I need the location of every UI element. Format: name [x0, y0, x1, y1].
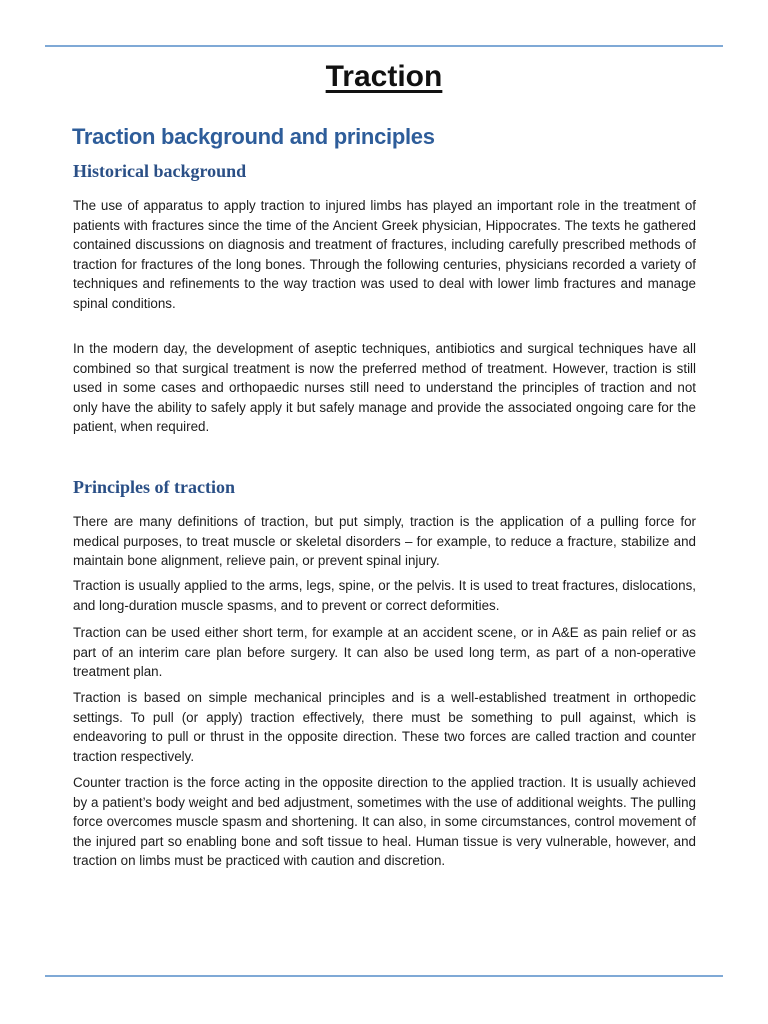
section-heading: Traction background and principles	[72, 124, 435, 149]
principles-paragraph-4: Traction is based on simple mechanical principles and is a well-established treatment in orthopedic settings. To pull (or apply) traction effectively, there must be something to pull against, which is endeavoring to pull or thrust in the opposite direction. These two forces are called traction and counter traction respectively.	[73, 690, 696, 764]
principles-paragraph-2: Traction is usually applied to the arms, legs, spine, or the pelvis. It is used to treat fractures, dislocations, and long-duration muscle spasms, and to prevent or correct deformities.	[73, 578, 696, 613]
principles-paragraph-1: There are many definitions of traction, but put simply, traction is the application of a pulling force for medical purposes, to treat muscle or skeletal disorders – for example, to reduce a fracture, stabilize and maintain bone alignment, relieve pain, or prevent spinal injury.	[73, 514, 696, 568]
historical-paragraph-2: In the modern day, the development of aseptic techniques, antibiotics and surgical techniques have all combined so that surgical treatment is now the preferred method of treatment. However, traction is still used in some cases and orthopaedic nurses still need to understand the principles of traction and not only have the ability to safely apply it but safely manage and provide the associated ongoing care for the patient, when required.	[73, 341, 696, 434]
principles-paragraph-3: Traction can be used either short term, for example at an accident scene, or in A&E as pain relief or as part of an interim care plan before surgery. It can also be used long term, as part of a non-operative treatment plan.	[73, 625, 696, 679]
page-title: Traction	[325, 60, 443, 93]
historical-background-heading: Historical background	[73, 161, 247, 181]
header-rule	[45, 45, 723, 47]
historical-paragraph-1: The use of apparatus to apply traction to injured limbs has played an important role in the treatment of patients with fractures since the time of the Ancient Greek physician, Hippocrates. The texts he gathered contained discussions on diagnosis and treatment of fractures, including carefully prescribed methods of traction for fractures of the long bones. Through the following centuries, physicians recorded a variety of techniques and refinements to the way traction was used to deal with lower limb fractures and manage spinal conditions.	[73, 198, 696, 311]
principles-heading: Principles of traction	[73, 477, 235, 497]
principles-paragraph-5: Counter traction is the force acting in the opposite direction to the applied traction. It is usually achieved by a patient’s body weight and bed adjustment, sometimes with the use of additional weights. The pulling force overcomes muscle spasm and shortening. It can also, in some circumstances, control movement of the injured part so enabling bone and soft tissue to heal. Human tissue is very vulnerable, however, and traction on limbs must be practiced with caution and discretion.	[73, 775, 696, 868]
footer-rule	[45, 975, 723, 977]
